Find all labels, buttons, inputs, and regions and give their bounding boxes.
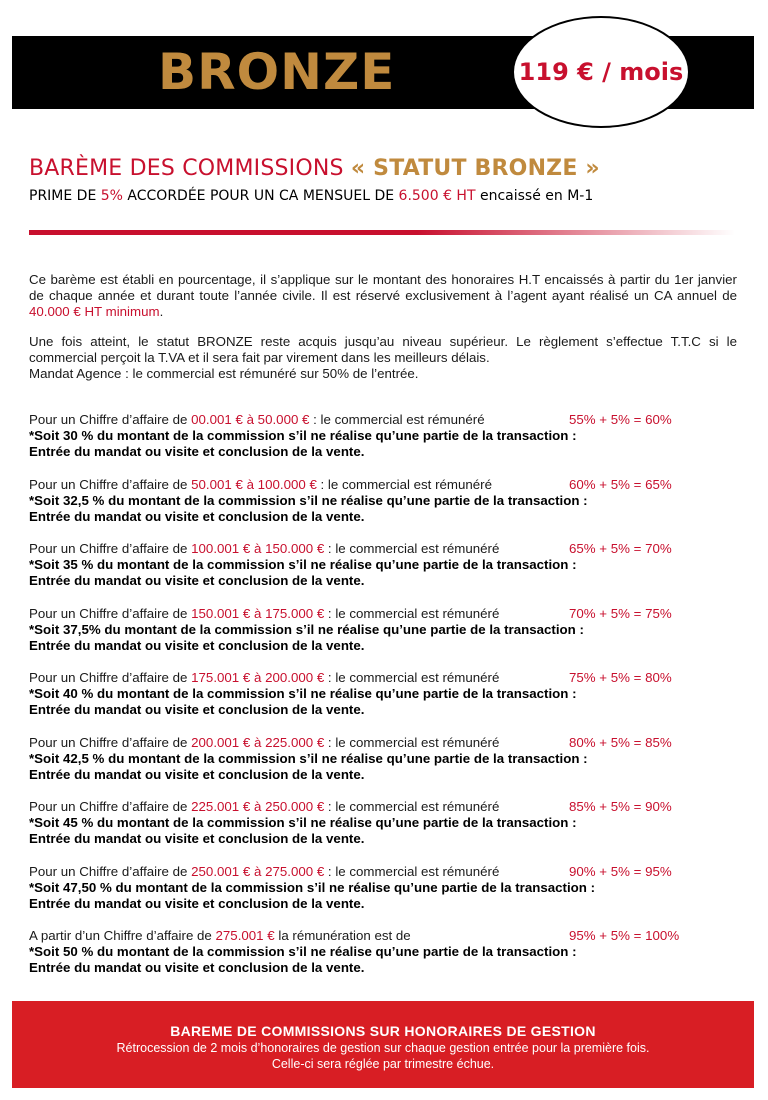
price-badge (512, 16, 690, 128)
tier-conditions: Entrée du mandat ou visite et conclusion de la vente. (29, 766, 365, 782)
tier-suffix: : le commercial est rémunéré (324, 863, 500, 879)
commission-tier (29, 541, 739, 606)
tier-range: 150.001 € à 175.000 € (191, 605, 325, 621)
bonus-subheading (29, 188, 593, 204)
tier-conditions: Entrée du mandat ou visite et conclusion de la vente. (29, 831, 365, 846)
tier-suffix: la rémunération est de (274, 928, 411, 943)
tier-suffix: : le commercial est rémunéré (324, 734, 500, 750)
tier-note: *Soit 47,50 % du montant de la commission s’il ne réalise qu’une partie de la transaction : (29, 879, 596, 895)
tier-note: *Soit 42,5 % du montant de la commission s’il ne réalise qu’une partie de la transaction : (29, 750, 588, 766)
tier-note: *Soit 50 % du montant de la commission s’il ne réalise qu’une partie de la transaction : (29, 944, 577, 959)
page-heading (29, 156, 600, 181)
subheading-part2: ACCORDÉE POUR UN CA MENSUEL DE (122, 188, 399, 204)
intro-p1-highlight: 40.000 € HT minimum (29, 304, 160, 319)
tier-line (29, 928, 739, 944)
bonus-rate: 5% (100, 188, 123, 204)
tier-range: 100.001 € à 150.000 € (191, 541, 325, 556)
tier-conditions: Entrée du mandat ou visite et conclusion de la vente. (29, 444, 365, 459)
tier-note: *Soit 45 % du montant de la commission s’il ne réalise qu’une partie de la transaction : (29, 815, 577, 830)
tier-prefix: Pour un Chiffre d’affaire de (29, 863, 192, 879)
tier-range: 200.001 € à 225.000 € (191, 734, 325, 750)
subheading-part3: encaissé en M-1 (475, 188, 594, 204)
intro-p3-text: Mandat Agence : le commercial est rémunéré sur 50% de l’entrée. (29, 366, 419, 381)
commission-tier (29, 735, 739, 800)
tier-formula: 65% + 5% = 70% (569, 541, 672, 556)
tier-formula: 85% + 5% = 90% (569, 799, 672, 814)
intro-p1-text: Ce barème est établi en pourcentage, il s’applique sur le montant des honoraires H.T encaissés à partir du 1er janvier de chaque année et durant toute l’année civile. Il est réservé exclusivement à l’agent ayant réalisé un CA annuel de (29, 272, 737, 303)
tier-conditions: Entrée du mandat ou visite et conclusion de la vente. (29, 702, 365, 717)
management-fees-footer (12, 1001, 754, 1088)
commission-tiers (29, 412, 739, 993)
tier-note: *Soit 32,5 % du montant de la commission s’il ne réalise qu’une partie de la transaction : (29, 492, 588, 508)
tier-line (29, 799, 739, 815)
footer-title: BAREME DE COMMISSIONS SUR HONORAIRES DE GESTION (170, 1023, 596, 1039)
tier-suffix: : le commercial est rémunéré (324, 605, 500, 621)
heading-status: « STATUT BRONZE » (350, 156, 600, 181)
tier-suffix: : le commercial est rémunéré (309, 412, 485, 427)
subheading-part1: PRIME DE (29, 188, 101, 204)
heading-main: BARÈME DES COMMISSIONS (29, 156, 351, 181)
tier-formula: 60% + 5% = 65% (569, 476, 672, 492)
tier-conditions: Entrée du mandat ou visite et conclusion de la vente. (29, 508, 365, 524)
tier-range: 00.001 € à 50.000 € (191, 412, 310, 427)
commission-tier (29, 412, 739, 477)
tier-prefix: Pour un Chiffre d’affaire de (29, 541, 192, 556)
tier-note: *Soit 37,5% du montant de la commission s’il ne réalise qu’une partie de la transaction : (29, 621, 584, 637)
tier-suffix: : le commercial est rémunéré (324, 541, 500, 556)
tier-range: 225.001 € à 250.000 € (191, 799, 325, 814)
tier-formula: 95% + 5% = 100% (569, 928, 680, 943)
commission-tier (29, 799, 739, 864)
commission-tier (29, 864, 739, 929)
tier-suffix: : le commercial est rémunéré (316, 476, 492, 492)
tier-conditions: Entrée du mandat ou visite et conclusion de la vente. (29, 960, 365, 975)
tier-prefix: Pour un Chiffre d’affaire de (29, 605, 192, 621)
tier-note: *Soit 35 % du montant de la commission s’il ne réalise qu’une partie de la transaction : (29, 557, 577, 572)
tier-formula: 55% + 5% = 60% (569, 412, 672, 427)
tier-line (29, 864, 739, 880)
tier-suffix: : le commercial est rémunéré (324, 670, 500, 685)
tier-prefix: Pour un Chiffre d’affaire de (29, 476, 192, 492)
tier-prefix: Pour un Chiffre d’affaire de (29, 799, 192, 814)
tier-line (29, 670, 739, 686)
tier-formula: 75% + 5% = 80% (569, 670, 672, 685)
tier-line (29, 477, 739, 493)
tier-conditions: Entrée du mandat ou visite et conclusion de la vente. (29, 895, 365, 911)
bonus-amount: 6.500 € HT (398, 188, 476, 204)
tier-prefix: Pour un Chiffre d’affaire de (29, 734, 192, 750)
commission-tier (29, 606, 739, 671)
footer-line-1: Rétrocession de 2 mois d’honoraires de gestion sur chaque gestion entrée pour la première fois. (116, 1041, 650, 1055)
tier-range: 175.001 € à 200.000 € (191, 670, 325, 685)
intro-p1-end: . (159, 304, 164, 319)
commission-tier (29, 928, 739, 993)
tier-range: 250.001 € à 275.000 € (191, 863, 325, 879)
commission-tier (29, 670, 739, 735)
plan-title: BRONZE (158, 43, 396, 101)
tier-line (29, 735, 739, 751)
tier-note: *Soit 40 % du montant de la commission s’il ne réalise qu’une partie de la transaction : (29, 686, 577, 701)
commission-tier (29, 477, 739, 542)
tier-prefix: A partir d’un Chiffre d’affaire de (29, 928, 216, 943)
footer-line-2: Celle-ci sera réglée par trimestre échue. (271, 1057, 495, 1071)
tier-range: 275.001 € (215, 928, 275, 943)
price-label: 119 € / mois (518, 58, 684, 86)
tier-prefix: Pour un Chiffre d’affaire de (29, 412, 192, 427)
intro-paragraph-2 (29, 334, 737, 382)
tier-prefix: Pour un Chiffre d’affaire de (29, 670, 192, 685)
intro-paragraph-1 (29, 272, 737, 320)
tier-formula: 90% + 5% = 95% (569, 863, 672, 879)
tier-formula: 70% + 5% = 75% (569, 605, 672, 621)
tier-range: 50.001 € à 100.000 € (191, 476, 317, 492)
tier-line (29, 412, 739, 428)
intro-p2-text: Une fois atteint, le statut BRONZE reste acquis jusqu’au niveau supérieur. Le règlement s’effectue T.T.C si le commercial perçoit la T.VA et il sera fait par virement dans les meilleurs délais. (29, 334, 737, 365)
tier-line (29, 606, 739, 622)
tier-formula: 80% + 5% = 85% (569, 734, 672, 750)
tier-conditions: Entrée du mandat ou visite et conclusion de la vente. (29, 573, 365, 588)
heading-divider (29, 230, 735, 235)
tier-conditions: Entrée du mandat ou visite et conclusion de la vente. (29, 637, 365, 653)
tier-line (29, 541, 739, 557)
tier-note: *Soit 30 % du montant de la commission s’il ne réalise qu’une partie de la transaction : (29, 428, 577, 443)
tier-suffix: : le commercial est rémunéré (324, 799, 500, 814)
